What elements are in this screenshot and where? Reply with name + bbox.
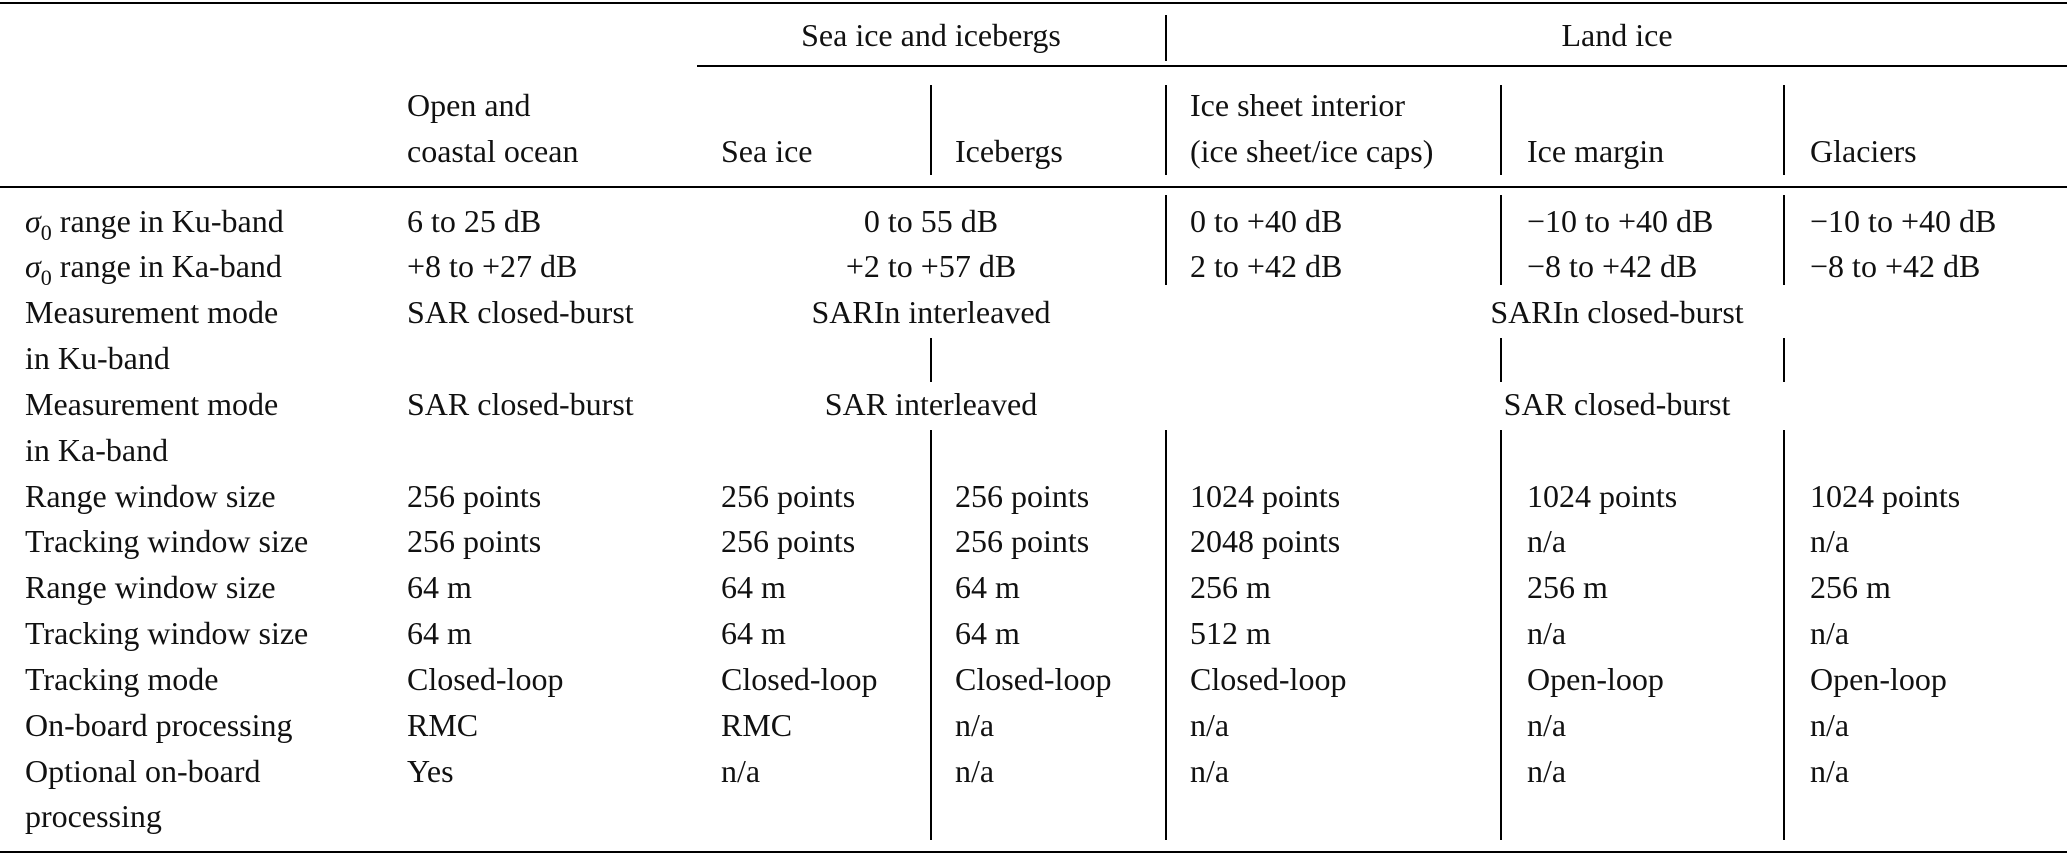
divider-seaice-icebergs-header [930, 85, 932, 175]
sigma-label-text: range in Ka-band [51, 248, 282, 284]
divider-glaciers-body [1783, 430, 1785, 840]
divider-margin-body [1500, 430, 1502, 840]
table-cell: 256 points [721, 478, 856, 514]
table-cell: Closed-loop [1190, 661, 1347, 697]
row-label-tracking-mode: Tracking mode [25, 661, 219, 697]
table-cell: 512 m [1190, 615, 1271, 651]
top-rule [0, 2, 2067, 4]
table-cell: n/a [1810, 615, 1850, 651]
table-cell: 256 points [407, 523, 542, 559]
table-cell: RMC [407, 707, 479, 743]
row-label-tracking-window-m: Tracking window size [25, 615, 309, 651]
row-label-tracking-window-points: Tracking window size [25, 523, 309, 559]
col-header-icebergs: Icebergs [955, 133, 1063, 169]
table-cell: 256 m [1190, 569, 1271, 605]
table-cell: Closed-loop [955, 661, 1112, 697]
col-header-ocean-l2: coastal ocean [407, 133, 579, 169]
table-cell: Open-loop [1527, 661, 1664, 697]
divider-margin-modeku [1500, 338, 1502, 382]
col-header-ocean-l1: Open and [407, 87, 531, 123]
table-cell: 64 m [955, 615, 1020, 651]
row-label-onboard-processing: On-board processing [25, 707, 293, 743]
cell-mode-ka-ocean: SAR closed-burst [407, 386, 634, 422]
divider-margin-sigma [1500, 195, 1502, 285]
row-label-mode-ka-l2: in Ka-band [25, 432, 169, 468]
row-label-range-window-m: Range window size [25, 569, 276, 605]
divider-glaciers-modeku [1783, 338, 1785, 382]
sigma-subscript: 0 [40, 265, 52, 290]
col-header-ice-margin: Ice margin [1527, 133, 1665, 169]
table-cell: n/a [1527, 615, 1567, 651]
table-cell: n/a [1527, 707, 1567, 743]
table-cell: n/a [1527, 523, 1567, 559]
col-header-sea-ice: Sea ice [721, 133, 813, 169]
table-cell: n/a [721, 753, 761, 789]
table-cell: 64 m [407, 615, 472, 651]
table-cell: n/a [1810, 523, 1850, 559]
cell-mode-ku-sea-ice: SARIn interleaved [811, 294, 1051, 330]
row-label-optional-l2: processing [25, 798, 162, 834]
group-header-sea-ice: Sea ice and icebergs [801, 17, 1061, 53]
table-cell: n/a [1810, 707, 1850, 743]
divider-margin-header [1500, 85, 1502, 175]
cell-sigma-ka-ice-sheet: 2 to +42 dB [1190, 248, 1343, 284]
table-cell: 64 m [407, 569, 472, 605]
table-cell: 64 m [721, 615, 786, 651]
table-cell: Yes [407, 753, 454, 789]
table-cell: 1024 points [1810, 478, 1961, 514]
group-header-land-ice: Land ice [1561, 17, 1673, 53]
sigma-subscript: 0 [40, 220, 52, 245]
cell-sigma-ku-ocean: 6 to 25 dB [407, 203, 542, 239]
table-cell: n/a [955, 753, 995, 789]
group-rule [697, 65, 2067, 67]
table-cell: 64 m [955, 569, 1020, 605]
col-header-glaciers: Glaciers [1810, 133, 1917, 169]
bottom-rule [0, 851, 2067, 853]
table-cell: 256 m [1810, 569, 1891, 605]
divider-glaciers-header [1783, 85, 1785, 175]
table-cell: n/a [1190, 707, 1230, 743]
cell-sigma-ku-ice-margin: −10 to +40 dB [1527, 203, 1714, 239]
table-cell: 1024 points [1527, 478, 1678, 514]
table-cell: 256 points [407, 478, 542, 514]
table-cell: n/a [1190, 753, 1230, 789]
row-label-mode-ka-l1: Measurement mode [25, 386, 279, 422]
row-label-sigma-ku [25, 198, 284, 248]
table-cell: 256 points [955, 478, 1090, 514]
sigma-label-text: range in Ku-band [51, 203, 284, 239]
sigma-symbol: σ [25, 248, 41, 284]
table-cell: n/a [1810, 753, 1850, 789]
divider-glaciers-sigma [1783, 195, 1785, 285]
table-cell: 256 m [1527, 569, 1608, 605]
cell-mode-ku-land-ice: SARIn closed-burst [1490, 294, 1744, 330]
divider-land-header [1165, 85, 1167, 175]
cell-sigma-ka-ocean: +8 to +27 dB [407, 248, 578, 284]
table-cell: n/a [1527, 753, 1567, 789]
row-label-sigma-ka [25, 243, 282, 293]
table-cell: 2048 points [1190, 523, 1341, 559]
table-cell: 256 points [721, 523, 856, 559]
table-cell: 64 m [721, 569, 786, 605]
table-cell: Open-loop [1810, 661, 1947, 697]
cell-sigma-ka-glaciers: −8 to +42 dB [1810, 248, 1981, 284]
col-header-ice-sheet-l2: (ice sheet/ice caps) [1190, 133, 1434, 169]
row-label-mode-ku-l2: in Ku-band [25, 340, 170, 376]
divider-seaice-modeku [930, 338, 932, 382]
table-cell: Closed-loop [407, 661, 564, 697]
cell-sigma-ku-glaciers: −10 to +40 dB [1810, 203, 1997, 239]
table-cell: 256 points [955, 523, 1090, 559]
table-cell: RMC [721, 707, 793, 743]
table-cell: n/a [955, 707, 995, 743]
cell-sigma-ku-ice-sheet: 0 to +40 dB [1190, 203, 1343, 239]
cell-sigma-ka-sea-ice: +2 to +57 dB [845, 248, 1017, 284]
row-label-range-window-points: Range window size [25, 478, 276, 514]
divider-land-body [1165, 430, 1167, 840]
table-cell: Closed-loop [721, 661, 878, 697]
header-rule [0, 186, 2067, 188]
row-label-mode-ku-l1: Measurement mode [25, 294, 279, 330]
divider-seaice-body [930, 430, 932, 840]
sigma-symbol: σ [25, 203, 41, 239]
row-label-optional-l1: Optional on-board [25, 753, 261, 789]
table-cell: 1024 points [1190, 478, 1341, 514]
col-header-ice-sheet-l1: Ice sheet interior [1190, 87, 1405, 123]
cell-mode-ka-land-ice: SAR closed-burst [1503, 386, 1731, 422]
cell-sigma-ka-ice-margin: −8 to +42 dB [1527, 248, 1698, 284]
cell-mode-ka-sea-ice: SAR interleaved [824, 386, 1038, 422]
cell-sigma-ku-sea-ice: 0 to 55 dB [863, 203, 999, 239]
divider-land-sigma [1165, 195, 1167, 285]
cell-mode-ku-ocean: SAR closed-burst [407, 294, 634, 330]
